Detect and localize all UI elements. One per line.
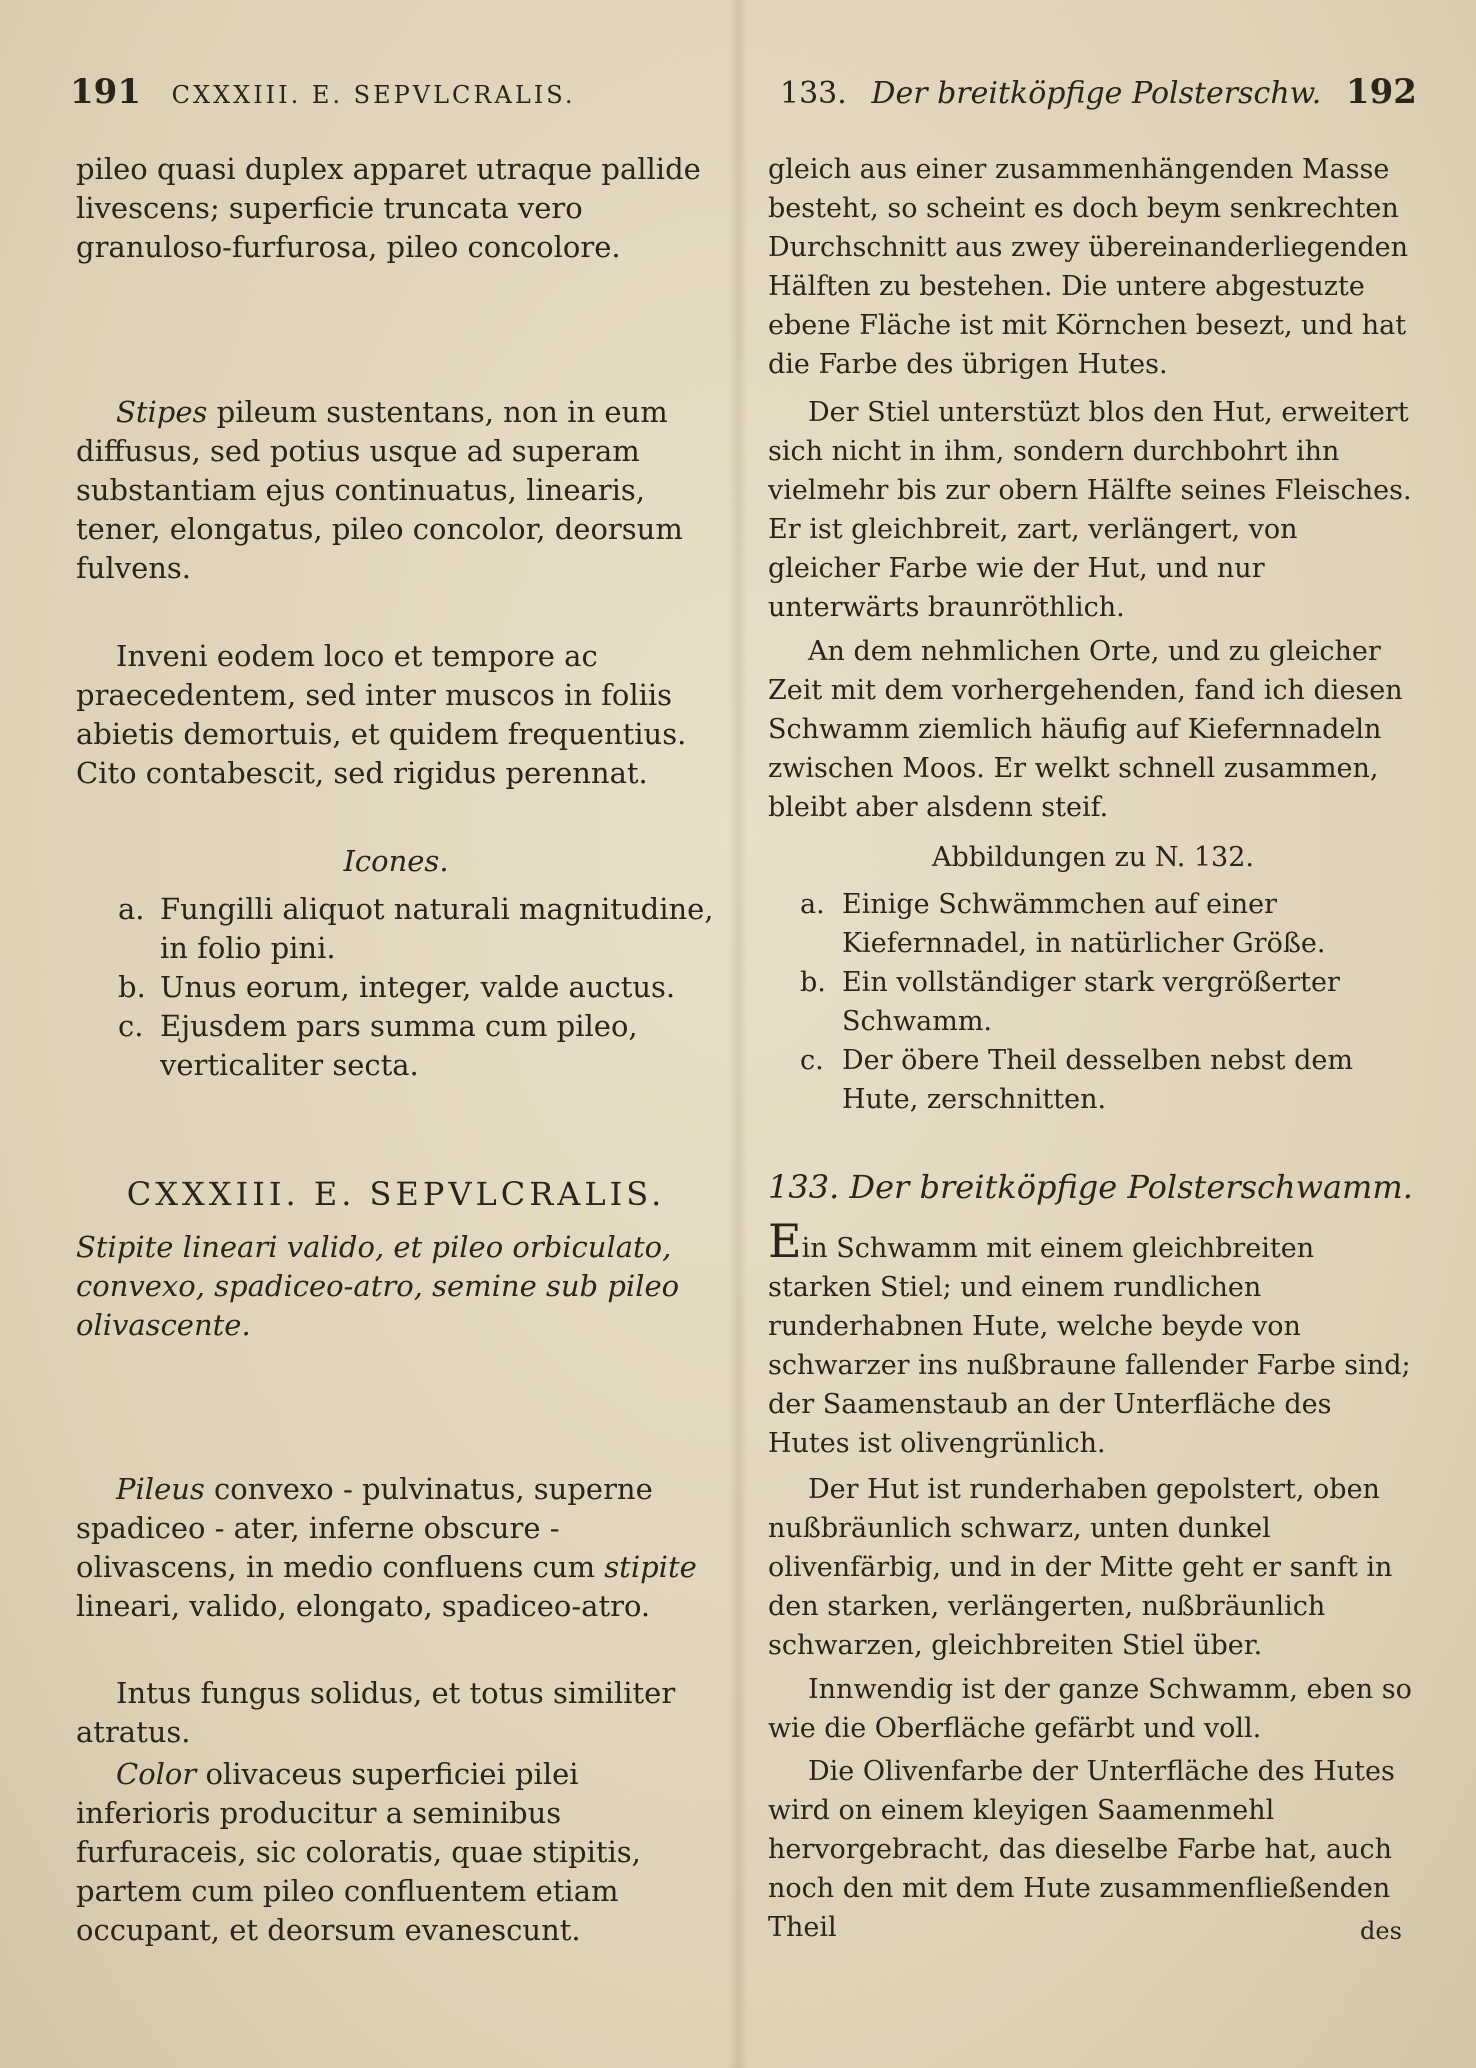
left-paragraph-pileus xyxy=(76,1470,716,1626)
abbildungen-text: Ein vollständiger stark vergrößerter Schwamm. xyxy=(842,967,1340,1037)
abbildungen-letter: b. xyxy=(800,967,826,998)
left-running-title: CXXXIII. E. SEPVLCRALIS. xyxy=(171,81,576,109)
left-paragraph-color xyxy=(76,1755,716,1950)
pileus-stipite: stipite xyxy=(604,1550,697,1584)
icones-text: Unus eorum, integer, valde auctus. xyxy=(160,970,676,1004)
icones-letter: c. xyxy=(118,1009,144,1043)
abbildungen-item-c xyxy=(800,1041,1418,1119)
icones-heading: Icones. xyxy=(343,844,449,878)
left-running-head xyxy=(70,72,690,112)
stipes-text: pileum sustentans, non in eum diffusus, sed potius usque ad superam substantiam ejus continuatus, linearis, tener, elongatus, pileo concolor, deorsum fulvens. xyxy=(76,395,683,585)
pileus-text-1: convexo - pulvinatus, superne spadiceo - ater, inferne obscure - olivascens, in medio confluens cum xyxy=(76,1472,653,1584)
left-paragraph-1: pileo quasi duplex apparet utraque pallide livescens; superficie truncata vero granuloso-furfurosa, pileo concolore. xyxy=(76,152,701,264)
stipes-lead: Stipes xyxy=(116,395,208,429)
abbildungen-letter: c. xyxy=(800,1045,824,1076)
pileus-text-2: lineari, valido, elongato, spadiceo-atro. xyxy=(76,1589,651,1623)
left-page-number: 191 xyxy=(70,72,141,112)
color-lead: Color xyxy=(116,1757,197,1791)
right-paragraph-intro xyxy=(768,1214,1418,1463)
right-page-number: 192 xyxy=(1345,72,1417,112)
right-running-title: Der breitköpfige Polsterschw. xyxy=(871,76,1322,111)
left-section-heading: CXXXIII. E. SEPVLCRALIS. xyxy=(126,1175,666,1213)
icones-text: Ejusdem pars summa cum pileo, verticaliter secta. xyxy=(160,1009,638,1082)
icones-letter: a. xyxy=(118,892,145,926)
abbildungen-item-a xyxy=(800,885,1418,963)
right-paragraph-hut: Der Hut ist runderhaben gepolstert, oben nußbräunlich schwarz, unten dunkel olivenfärbig, und in der Mitte geht er sanft in den starken, verlängerten, nußbräunlich schwarzen, gleichbreiten Stiel über. xyxy=(768,1474,1393,1661)
right-paragraph-innwendig: Innwendig ist der ganze Schwamm, eben so wie die Oberfläche gefärbt und voll. xyxy=(768,1674,1412,1744)
drop-initial: E xyxy=(768,1214,802,1268)
right-section-heading: 133. Der breitköpfige Polsterschwamm. xyxy=(768,1168,1413,1206)
abbildungen-list xyxy=(800,885,1418,1119)
right-header-number: 133. xyxy=(780,76,847,111)
icones-text: Fungilli aliquot naturali magnitudine, in folio pini. xyxy=(160,892,714,965)
abbildungen-text: Einige Schwämmchen auf einer Kiefernnadel, in natürlicher Größe. xyxy=(842,889,1326,959)
right-paragraph-stiel: Der Stiel unterstüzt blos den Hut, erweitert sich nicht in ihm, sondern durchbohrt ihn vielmehr bis zur obern Hälfte seines Fleisches. Er ist gleichbreit, zart, verlängert, von gleicher Farbe wie der Hut, und nur unterwärts braunröthlich. xyxy=(768,397,1412,623)
right-paragraph-olivenfarbe: Die Olivenfarbe der Unterfläche des Hutes wird on einem kleyigen Saamenmehl hervorgebracht, das dieselbe Farbe hat, auch noch den mit dem Hute zusammenfließenden Theil xyxy=(768,1756,1395,1943)
left-paragraph-stipes xyxy=(76,393,716,588)
abbildungen-letter: a. xyxy=(800,889,825,920)
color-text: olivaceus superficiei pilei inferioris producitur a seminibus furfuraceis, sic coloratis, quae stipitis, partem cum pileo confluentem etiam occupant, et deorsum evanescunt. xyxy=(76,1757,641,1947)
abbildungen-heading: Abbildungen zu N. 132. xyxy=(931,842,1254,873)
left-diagnosis: Stipite lineari valido, et pileo orbiculato, convexo, spadiceo-atro, semine sub pileo olivascente. xyxy=(76,1230,680,1342)
left-paragraph-intus: Intus fungus solidus, et totus similiter atratus. xyxy=(76,1676,676,1749)
abbildungen-text: Der öbere Theil desselben nebst dem Hute, zerschnitten. xyxy=(842,1045,1353,1115)
left-paragraph-inveni: Inveni eodem loco et tempore ac praecedentem, sed inter muscos in foliis abietis demortuis, et quidem frequentius. Cito contabescit, sed rigidus perennat. xyxy=(76,639,687,790)
abbildungen-item-b xyxy=(800,963,1418,1041)
right-paragraph-fund: An dem nehmlichen Orte, und zu gleicher Zeit mit dem vorhergehenden, fand ich diesen Schwamm ziemlich häufig auf Kiefernnadeln zwischen Moos. Er welkt schnell zusammen, bleibt aber alsdenn steif. xyxy=(768,636,1403,823)
icones-letter: b. xyxy=(118,970,146,1004)
right-running-head xyxy=(780,72,1420,112)
right-paragraph-1: gleich aus einer zusammenhängenden Masse besteht, so scheint es doch beym senkrechten Durchschnitt aus zwey übereinanderliegenden Hälften zu bestehen. Die untere abgestuzte ebene Fläche ist mit Körnchen besezt, und hat die Farbe des übrigen Hutes. xyxy=(768,154,1408,380)
pileus-lead: Pileus xyxy=(116,1472,205,1506)
intro-text: in Schwamm mit einem gleichbreiten starken Stiel; und einem rundlichen runderhabnen Hute, welche beyde von schwarzer ins nußbraune fallender Farbe sind; der Saamenstaub an der Unterfläche des Hutes ist olivengrünlich. xyxy=(768,1233,1411,1459)
icones-item-c xyxy=(118,1007,716,1085)
icones-item-a xyxy=(118,890,716,968)
icones-list xyxy=(118,890,716,1085)
icones-item-b xyxy=(118,968,716,1007)
catchword: des xyxy=(1360,1917,1402,1945)
